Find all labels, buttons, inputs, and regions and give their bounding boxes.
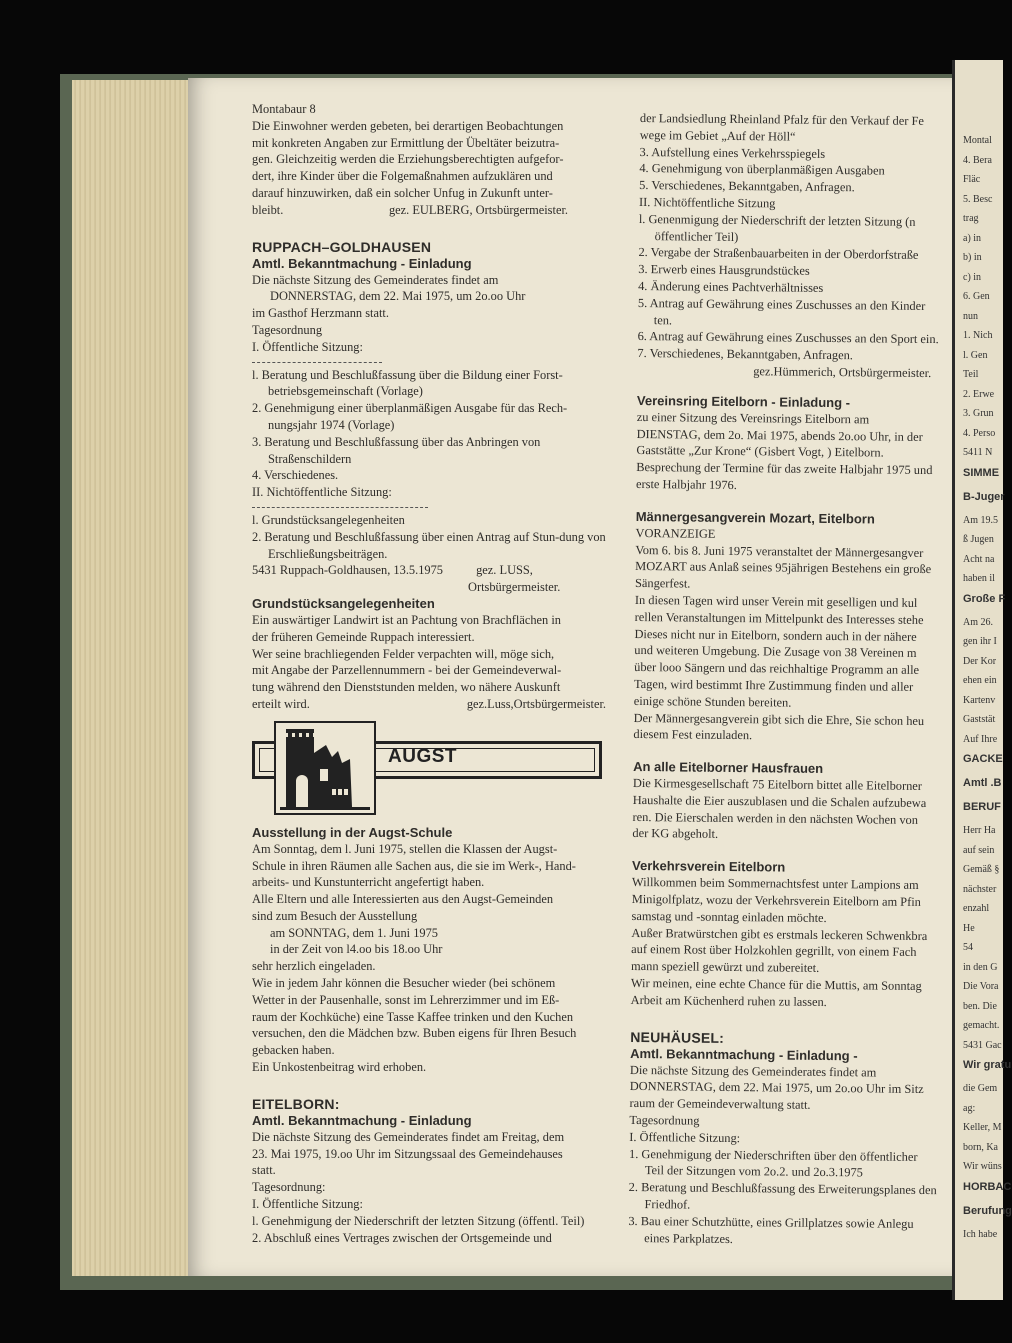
- ruppach-heading: RUPPACH–GOLDHAUSEN: [252, 238, 432, 255]
- next-page-fragment: GACKE: [963, 753, 1003, 765]
- text-line: gebacken haben.: [252, 1043, 335, 1058]
- agenda-item: 2. Beratung und Beschlußfassung über einen Antrag auf Stun-dung von Erschließungsbeiträgen.: [252, 529, 606, 561]
- text-line: zu einer Sitzung des Vereinsrings Eitelborn am: [636, 409, 870, 427]
- text-line: raum der Gemeindeverwaltung statt.: [629, 1096, 811, 1113]
- ruppach-sign-place-text: 5431 Ruppach-Goldhausen, 13.5.1975: [252, 563, 443, 578]
- augst-banner: [252, 721, 610, 817]
- next-page-fragment: Die Vora: [963, 981, 999, 992]
- text-line: raum der Kochküche) eine Tasse Kaffee trinken und den Kuchen: [252, 1009, 574, 1024]
- next-page-fragment: 5411 N: [963, 447, 993, 458]
- eitel-heading: EITELBORN:: [252, 1095, 340, 1112]
- agenda-item: 2. Abschluß eines Vertrages zwischen der Ortsgemeinde und: [252, 1230, 552, 1245]
- verein-heading: Vereinsring Eitelborn - Einladung -: [636, 392, 851, 410]
- text-line: der KG abgeholt.: [632, 826, 719, 842]
- text-line: Besprechung der Termine für das zweite Halbjahr 1975 und: [636, 460, 933, 478]
- text-line: Willkommen beim Sommernachtsfest unter Lampions am: [631, 875, 919, 893]
- next-page-fragment: auf sein: [963, 844, 995, 856]
- agenda-item: l. Beratung und Beschlußfassung über die Bildung einer Forst-betriebsgemeinschaft (Vorlage): [252, 367, 563, 399]
- neu-agenda: [628, 1146, 937, 1250]
- next-page-fragment: B-Juger: [963, 490, 1005, 503]
- next-page-fragment: nun: [963, 310, 978, 322]
- next-page-fragment: Keller, M: [963, 1122, 1002, 1133]
- text-line: Die Kirmesgesellschaft 75 Eitelborn bittet alle Eitelborner: [632, 776, 923, 794]
- text-line: Schule in ihren Räumen alle Sachen aus, die sie im Werk-, Hand-: [252, 858, 576, 873]
- agenda-item: 7. Verschiedenes, Bekanntgaben, Anfragen.: [637, 346, 854, 363]
- agenda-item: 2. Genehmigung einer überplanmäßigen Ausgabe für das Rech-nungsjahr 1974 (Vorlage): [252, 401, 568, 432]
- next-page-strip: [952, 60, 1012, 1300]
- ruppach-tagesordnung: Tagesordnung: [252, 322, 323, 337]
- right-column: [628, 110, 948, 1250]
- text-line: VORANZEIGE: [635, 525, 716, 541]
- text-line: Wetter in der Pausenhalle, sonst im Lehrerzimmer und im Eß-: [252, 992, 560, 1007]
- montabaur-signature: gez. EULBERG, Ortsbürgermeister.: [388, 202, 568, 217]
- next-page-fragment: b) in: [963, 252, 982, 263]
- text-line: Wie in jedem Jahr können die Besucher wieder (bei schönem: [252, 976, 556, 991]
- text-line: Der Männergesangverein gibt sich die Ehre, Sie schon heu: [633, 710, 925, 728]
- verkehr-article: [631, 874, 940, 1012]
- text-line: DIENSTAG, dem 2o. Mai 1975, abends 2o.oo Uhr, in der: [636, 426, 923, 444]
- next-page-fragment: gen ihr I: [963, 636, 997, 647]
- text-line: samstag und -sonntag einladen möchte.: [631, 908, 827, 925]
- text-line: Dieses nicht nur in Eitelborn, sondern auch in der nähere: [634, 626, 917, 644]
- castle-ruin-logo: [274, 721, 376, 815]
- page-edges: [72, 80, 196, 1276]
- montabaur-last-line: bleibt.: [252, 202, 284, 217]
- text-line: gen. Gleichzeitig werden die Erziehungsberechtigten aufgefor-: [252, 152, 564, 167]
- ruppach-subheading: Amtl. Bekanntmachung - Einladung: [252, 255, 472, 271]
- next-page-fragment: gemacht.: [963, 1020, 1000, 1031]
- agenda-item: l. Genehmigung der Niederschrift der letzten Sitzung (öffentl. Teil): [252, 1213, 585, 1228]
- eitel-subheading: Amtl. Bekanntmachung - Einladung: [252, 1112, 472, 1128]
- text-line: Wir meinen, eine echte Chance für die Muttis, am Sonntag: [630, 976, 922, 994]
- ruppach-sign-place: [252, 562, 610, 579]
- grund-article: [252, 612, 610, 696]
- next-page-fragment: Amtl .B: [963, 777, 1002, 789]
- text-line: MOZART aus Anlaß seines 95jährigen Bestehens ein große: [635, 559, 932, 577]
- haus-heading: An alle Eitelborner Hausfrauen: [633, 759, 824, 777]
- next-page-fragment: HORBAC: [963, 1180, 1012, 1193]
- grund-heading: Grundstücksangelegenheiten: [252, 595, 435, 611]
- haus-article: [632, 775, 941, 845]
- next-page-fragment: 4. Bera: [963, 154, 992, 166]
- dashed-rule: [252, 356, 382, 363]
- text-line: DONNERSTAG, dem 22. Mai 1975, um 2o.oo Uhr im Sitz: [629, 1079, 924, 1097]
- next-page-fragment: Acht na: [963, 553, 995, 565]
- text-line: sind zum Besuch der Ausstellung: [252, 908, 418, 923]
- text-line: Tagesordnung:: [252, 1180, 326, 1195]
- text-line: Sängerfest.: [634, 576, 691, 591]
- neu-subheading: Amtl. Bekanntmachung - Einladung -: [630, 1045, 858, 1063]
- text-line: I. Öffentliche Sitzung:: [252, 1197, 363, 1212]
- next-page-fragment: BERUF: [963, 801, 1001, 813]
- ruppach-private-agenda: [252, 512, 610, 562]
- text-line: einige schöne Stunden bereiten.: [633, 693, 792, 710]
- agenda-item: l. Genenmigung der Niederschrift der letzten Sitzung (n öffentlicher Teil): [638, 211, 916, 244]
- agenda-item: l. Grundstücksangelegenheiten: [252, 512, 405, 527]
- grund-signature: gez.Luss,Ortsbürgermeister.: [466, 696, 606, 711]
- next-page-fragment: 1. Nich: [963, 330, 993, 341]
- text-line: Wer seine brachliegenden Felder verpachten will, möge sich,: [252, 646, 555, 661]
- text-line: Am Sonntag, dem l. Juni 1975, stellen die Klassen der Augst-: [252, 841, 558, 856]
- agenda-item: 3. Erwerb eines Hausgrundstückes: [638, 262, 810, 278]
- agenda-item: 4. Änderung eines Pachtverhältnisses: [638, 278, 824, 295]
- agenda-item: 5. Antrag auf Gewährung eines Zuschusses an den Kinder ten.: [637, 295, 926, 327]
- text-line: über looo Sängern und das reichhaltige Programm an alle: [634, 660, 920, 678]
- text-line: Die Einwohner werden gebeten, bei derartigen Beobachtungen: [252, 118, 564, 133]
- next-page-fragment: 4. Perso: [963, 427, 996, 439]
- text-line: Haushalte die Eier auszublasen und die Schalen aufzubewa: [632, 792, 927, 810]
- ausst-article-continued: [252, 958, 610, 1076]
- ausst-date: am SONNTAG, dem 1. Juni 1975: [270, 925, 438, 940]
- text-line: Vom 6. bis 8. Juni 1975 veranstaltet der Männergesangver: [635, 542, 924, 560]
- agenda-item: 3. Bau einer Schutzhütte, eines Grillplatzes sowie Anlegu eines Parkplatzes.: [628, 1213, 914, 1246]
- text-line: diesem Fest einzuladen.: [633, 727, 753, 743]
- next-page-fragment: c) in: [963, 271, 982, 283]
- grund-last-line: erteilt wird.: [252, 696, 310, 711]
- next-page-fragment: ß Jugen: [963, 534, 994, 545]
- text-line: mit konkreten Angaben zur Ermittlung der Übeltäter beizutra-: [252, 135, 560, 150]
- next-page-fragment: Wir wüns: [963, 1161, 1002, 1172]
- next-page-fragment: a) in: [963, 232, 982, 244]
- next-page-fragment: born, Ka: [963, 1141, 998, 1153]
- maenner-article: [633, 525, 943, 747]
- ruppach-public-heading: I. Öffentliche Sitzung:: [252, 339, 363, 354]
- agenda-item: 5. Verschiedenes, Bekanntgaben, Anfragen.: [639, 178, 855, 195]
- next-page-fragment: Gaststät: [963, 714, 996, 725]
- text-line: versuchen, den die Mädchen bzw. Buben eigens für Ihren Besuch: [252, 1026, 577, 1041]
- text-line: arbeits- und Kunstunterricht angefertigt haben.: [252, 875, 485, 890]
- grund-signature-line: [252, 696, 610, 713]
- ruppach-date: DONNERSTAG, dem 22. Mai 1975, um 2o.oo Uhr: [270, 289, 526, 304]
- text-line: der Landsiedlung Rheinland Pfalz für den Verkauf der Fe: [639, 110, 924, 128]
- text-line: sehr herzlich eingeladen.: [252, 959, 376, 974]
- ruppach-agenda: [252, 367, 610, 485]
- next-page-fragment: 3. Grun: [963, 408, 994, 419]
- agenda-item: 3. Aufstellung eines Verkehrsspiegels: [639, 144, 826, 161]
- next-page-fragment: Teil: [963, 369, 979, 380]
- next-page-fragment: Berufung: [963, 1204, 1012, 1217]
- next-page-fragment: Fläc: [963, 174, 981, 185]
- text-line: mann speziell gewürzt und zubereitet.: [630, 959, 820, 976]
- next-page-fragment: Herr Ha: [963, 825, 996, 836]
- verein-article: [636, 409, 945, 496]
- agenda-item: 1. Genehmigung der Niederschriften über den öffentlicher Teil der Sitzungen vom 2o.2. und 2o.3.1975: [628, 1146, 918, 1180]
- continued-private-agenda: [637, 211, 947, 365]
- next-page-fragment: ehen ein: [963, 675, 997, 686]
- next-page-fragment: Gemäß §: [963, 864, 1000, 875]
- next-page-fragment: l. Gen: [963, 349, 988, 361]
- agenda-item: 4. Verschiedenes.: [252, 468, 339, 483]
- next-page-fragment: 54: [963, 942, 973, 953]
- text-line: tung während den Dienststunden melden, wo nähere Auskunft: [252, 680, 561, 695]
- continued-private-heading: II. Nichtöffentliche Sitzung: [638, 194, 776, 211]
- text-line: wege im Gebiet „Auf der Höll“: [639, 127, 796, 144]
- text-line: der früheren Gemeinde Ruppach interessiert.: [252, 629, 475, 644]
- text-line: Montabaur 8: [252, 102, 316, 116]
- eitel-article: [252, 1129, 610, 1213]
- next-page-fragment: Große F: [963, 592, 1006, 605]
- text-line: In diesen Tagen wird unser Verein mit geselligen und kul: [634, 592, 918, 610]
- text-line: Ein Unkostenbeitrag wird erhoben.: [252, 1060, 427, 1075]
- text-line: Minigolfplatz, wozu der Verkehrsverein Eitelborn am Pfin: [631, 892, 921, 910]
- neu-heading: NEUHÄUSEL:: [630, 1028, 725, 1046]
- text-line: dert, ihre Kinder über die Folgemaßnahmen aufzuklären und: [252, 169, 553, 184]
- banner-word: AUGST: [388, 745, 457, 767]
- text-line: auf einem Rost über Holzkohlen gegrillt, von einem Fach: [631, 942, 917, 960]
- eitel-agenda: [252, 1213, 610, 1247]
- next-page-fragment: Am 26.: [963, 616, 993, 628]
- next-page-fragment: 5. Besc: [963, 193, 993, 205]
- text-line: erste Halbjahr 1976.: [636, 476, 737, 492]
- verkehr-heading: Verkehrsverein Eitelborn: [632, 858, 786, 875]
- next-page-fragment: SIMME: [963, 466, 1000, 479]
- text-line: 23. Mai 1975, 19.oo Uhr im Sitzungssaal des Gemeindehauses: [252, 1146, 563, 1161]
- montabaur-article: [252, 101, 610, 202]
- text-line: Die nächste Sitzung des Gemeinderates findet am: [629, 1062, 877, 1080]
- text-line: darauf hinzuwirken, daß ein solcher Unfug in Zukunft unter-: [252, 185, 553, 200]
- text-line: Arbeit am Küchenherd ruhen zu lassen.: [630, 992, 827, 1009]
- text-line: Tagesordnung: [629, 1112, 700, 1128]
- text-line: Tagen, wird bestimmt Ihre Zustimmung finden und aller: [633, 676, 914, 694]
- text-line: Die nächste Sitzung des Gemeinderates findet am Freitag, dem: [252, 1129, 565, 1144]
- agenda-item: 6. Antrag auf Gewährung eines Zuschusses an den Sport ein.: [637, 329, 939, 347]
- ausst-article: [252, 841, 610, 925]
- next-page-fragment: Auf Ihre: [963, 733, 998, 745]
- next-page-fragment: nächster: [963, 883, 997, 895]
- next-page-fragment: ag:: [963, 1102, 976, 1114]
- continued-signature: gez.Hümmerich, Ortsbürgermeister.: [753, 364, 932, 381]
- continued-agenda: [639, 144, 948, 198]
- text-line: Ein auswärtiger Landwirt ist an Pachtung von Brachflächen in: [252, 612, 561, 627]
- next-page-fragment: 6. Gen: [963, 291, 990, 302]
- ruppach-sign-name: gez. LUSS,: [476, 563, 533, 578]
- agenda-item: 2. Beratung und Beschlußfassung des Erweiterungsplanes den Friedhof.: [628, 1180, 937, 1212]
- agenda-item: 2. Vergabe der Straßenbauarbeiten in der Oberdorfstraße: [638, 245, 919, 263]
- ruppach-intro: Die nächste Sitzung des Gemeinderates findet am: [252, 272, 499, 287]
- next-page-fragment: Der Kor: [963, 655, 997, 667]
- text-line: statt.: [252, 1163, 276, 1178]
- dashed-rule: [252, 501, 428, 508]
- ausst-heading: Ausstellung in der Augst-Schule: [252, 824, 453, 840]
- maenner-heading: Männergesangverein Mozart, Eitelborn: [635, 508, 875, 527]
- text-line: Gaststätte „Zur Krone“ (Gisbert Vogt, ) Eitelborn.: [636, 443, 884, 460]
- text-line: I. Öffentliche Sitzung:: [629, 1129, 741, 1145]
- ausst-time: in der Zeit von l4.oo bis 18.oo Uhr: [270, 942, 443, 957]
- castle-ruin-icon: [276, 723, 374, 813]
- next-page-fragment: Kartenv: [963, 694, 996, 706]
- next-page-fragment: Montal: [963, 135, 992, 146]
- neu-article: [629, 1062, 938, 1149]
- text-line: rellen Veranstaltungen im Mittelpunkt des Interesses stehe: [634, 609, 924, 627]
- next-page-fragment: trag: [963, 213, 979, 224]
- text-line: Alle Eltern und alle Interessierten aus den Augst-Gemeinden: [252, 892, 554, 907]
- next-page-fragment: Am 19.5: [963, 514, 998, 526]
- next-page-fragment: Ich habe: [963, 1228, 998, 1240]
- continued-article: [640, 110, 948, 147]
- text-line: und weiteren Umgebung. Die Zusage von 38 Vereinen m: [634, 643, 917, 661]
- montabaur-signature-line: [252, 202, 610, 219]
- next-page-fragment: enzahl: [963, 903, 990, 914]
- next-page-fragment: 2. Erwe: [963, 388, 995, 400]
- ruppach-sign-title: Ortsbürgermeister.: [468, 580, 561, 595]
- next-page-fragment: He: [963, 922, 975, 934]
- next-page-fragment: Wir gratu: [963, 1059, 1012, 1071]
- next-page-fragment: die Gem: [963, 1083, 998, 1094]
- next-page-fragment: haben il: [963, 573, 995, 584]
- agenda-item: 4. Genehmigung von überplanmäßigen Ausgaben: [639, 161, 885, 178]
- text-line: Außer Bratwürstchen gibt es erstmals leckeren Schwenkbra: [631, 925, 928, 943]
- text-line: mit Angabe der Parzellennummern - bei der Gemeindeverwal-: [252, 663, 562, 678]
- text-line: ren. Die Eierschalen werden in den nächsten Wochen von: [632, 809, 919, 827]
- next-page-fragment: 5431 Gac: [963, 1039, 1002, 1051]
- next-page-fragment: in den G: [963, 961, 998, 973]
- agenda-item: 3. Beratung und Beschlußfassung über das Anbringen von Straßenschildern: [252, 434, 541, 466]
- next-page-fragment: ben. Die: [963, 1000, 997, 1012]
- ruppach-private-heading: II. Nichtöffentliche Sitzung:: [252, 485, 392, 500]
- left-column: [252, 101, 610, 1246]
- ruppach-place: im Gasthof Herzmann statt.: [252, 306, 389, 321]
